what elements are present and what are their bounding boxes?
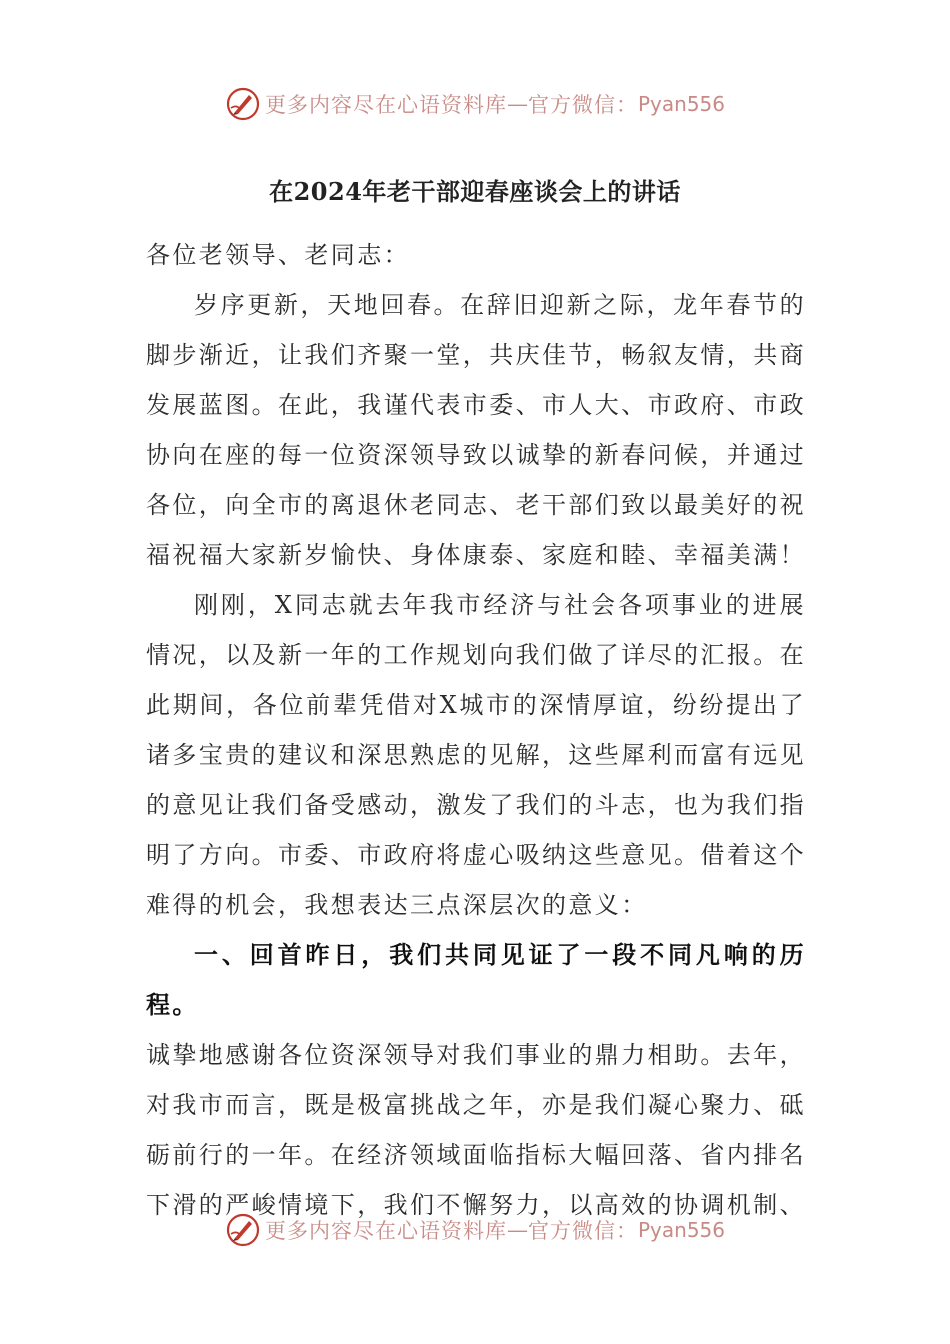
pen-logo-icon [225,1212,261,1248]
section-heading: 一、回首昨日，我们共同见证了一段不同凡响的历程。 [146,940,806,1019]
paragraph: 刚刚，X同志就去年我市经济与社会各项事业的进展情况，以及新一年的工作规划向我们做了详尽的汇报。在此期间，各位前辈凭借对X城市的深情厚谊，纷纷提出了诸多宝贵的建议和深思熟虑的见解，这些犀利而富有远见的意见让我们备受感动，激发了我们的斗志，也为我们指明了方向。市委、市政府将虚心吸纳这些意见。借着这个难得的机会，我想表达三点深层次的意义： [146,591,806,919]
document-title: 在2024年老干部迎春座谈会上的讲话 [269,177,681,206]
banner-wechat-label: 官方微信： [527,1219,638,1243]
pen-logo-icon [225,86,261,122]
banner-wechat-label: 官方微信： [527,93,638,117]
header-banner [0,82,950,126]
paragraph: 岁序更新，天地回春。在辞旧迎新之际，龙年春节的脚步渐近，让我们齐聚一堂，共庆佳节，畅叙友情，共商发展蓝图。在此，我谨代表市委、市人大、市政府、市政协向在座的每一位资深领导致以诚挚的新春问候，并通过各位，向全市的离退休老同志、老干部们致以最美好的祝福祝福大家新岁愉快、身体康泰、家庭和睦、幸福美满！ [146,291,806,569]
banner-separator: — [506,92,528,116]
footer-banner [0,1208,950,1252]
banner-separator: — [506,1218,528,1242]
document-body [146,230,806,1230]
banner-text: 更多内容尽在心语资料库 [264,1219,507,1243]
section-paragraph: 诚挚地感谢各位资深领导对我们事业的鼎力相助。去年，对我市而言，既是极富挑战之年，亦是我们凝心聚力、砥砺前行的一年。在经济领域面临指标大幅回落、省内排名下滑的严峻情境下，我们不懈努力，以高效的协调机制、 [146,1041,806,1219]
banner-wechat-id: Pyan556 [637,92,725,116]
banner-wechat-id: Pyan556 [637,1218,725,1242]
banner-text: 更多内容尽在心语资料库 [264,93,507,117]
salutation: 各位老领导、老同志： [146,241,410,269]
